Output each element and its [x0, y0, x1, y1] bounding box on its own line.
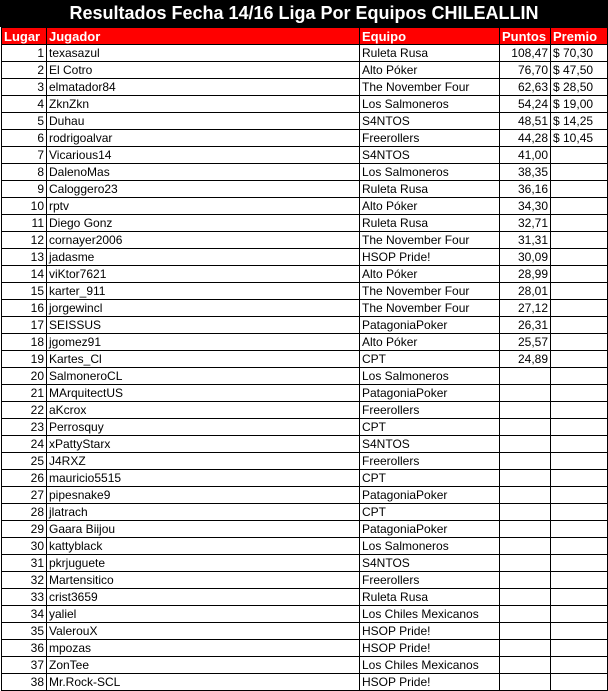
points-cell: [500, 521, 551, 538]
points-cell: 62,63: [500, 79, 551, 96]
points-cell: 31,31: [500, 232, 551, 249]
header-player: Jugador: [47, 28, 360, 45]
table-row: [2, 674, 608, 691]
table-row: [2, 470, 608, 487]
prize-cell: [551, 266, 608, 283]
prize-cell: [551, 249, 608, 266]
table-row: [2, 504, 608, 521]
table-row: [2, 283, 608, 300]
team-cell: Los Salmoneros: [360, 368, 500, 385]
prize-cell: [551, 351, 608, 368]
player-cell: Perrosquy: [47, 419, 360, 436]
prize-cell: [551, 368, 608, 385]
player-cell: elmatador84: [47, 79, 360, 96]
player-cell: mauricio5515: [47, 470, 360, 487]
points-cell: 36,16: [500, 181, 551, 198]
team-cell: CPT: [360, 351, 500, 368]
points-cell: [500, 385, 551, 402]
team-cell: S4NTOS: [360, 147, 500, 164]
points-cell: 48,51: [500, 113, 551, 130]
player-cell: Gaara Biijou: [47, 521, 360, 538]
table-row: [2, 164, 608, 181]
rank-cell: 20: [2, 368, 47, 385]
table-row: [2, 436, 608, 453]
table-row: [2, 147, 608, 164]
rank-cell: 11: [2, 215, 47, 232]
table-row: [2, 215, 608, 232]
table-row: [2, 487, 608, 504]
prize-cell: [551, 504, 608, 521]
prize-cell: [551, 521, 608, 538]
team-cell: Los Salmoneros: [360, 538, 500, 555]
rank-cell: 2: [2, 62, 47, 79]
prize-cell: [551, 300, 608, 317]
points-cell: 32,71: [500, 215, 551, 232]
player-cell: Kartes_Cl: [47, 351, 360, 368]
player-cell: MArquitectUS: [47, 385, 360, 402]
table-row: [2, 130, 608, 147]
points-cell: [500, 674, 551, 691]
prize-cell: [551, 538, 608, 555]
rank-cell: 9: [2, 181, 47, 198]
prize-cell: [551, 436, 608, 453]
points-cell: 54,24: [500, 96, 551, 113]
team-cell: PatagoniaPoker: [360, 317, 500, 334]
player-cell: Vicarious14: [47, 147, 360, 164]
team-cell: HSOP Pride!: [360, 640, 500, 657]
team-cell: PatagoniaPoker: [360, 487, 500, 504]
rank-cell: 24: [2, 436, 47, 453]
table-row: [2, 45, 608, 62]
table-row: [2, 62, 608, 79]
rank-cell: 15: [2, 283, 47, 300]
table-row: [2, 232, 608, 249]
points-cell: 28,01: [500, 283, 551, 300]
player-cell: SEISSUS: [47, 317, 360, 334]
team-cell: Ruleta Rusa: [360, 215, 500, 232]
rank-cell: 21: [2, 385, 47, 402]
rank-cell: 10: [2, 198, 47, 215]
rank-cell: 25: [2, 453, 47, 470]
table-row: [2, 589, 608, 606]
team-cell: Freerollers: [360, 402, 500, 419]
table-row: [2, 453, 608, 470]
prize-cell: [551, 555, 608, 572]
player-cell: Mr.Rock-SCL: [47, 674, 360, 691]
prize-cell: [551, 164, 608, 181]
player-cell: crist3659: [47, 589, 360, 606]
team-cell: Los Chiles Mexicanos: [360, 657, 500, 674]
team-cell: Freerollers: [360, 453, 500, 470]
points-cell: [500, 504, 551, 521]
rank-cell: 14: [2, 266, 47, 283]
table-row: [2, 334, 608, 351]
prize-cell: [551, 198, 608, 215]
team-cell: Ruleta Rusa: [360, 45, 500, 62]
player-cell: Martensitico: [47, 572, 360, 589]
rank-cell: 27: [2, 487, 47, 504]
page-title: Resultados Fecha 14/16 Liga Por Equipos CHILEALLIN: [0, 0, 608, 27]
player-cell: Diego Gonz: [47, 215, 360, 232]
team-cell: Freerollers: [360, 572, 500, 589]
prize-cell: [551, 283, 608, 300]
points-cell: 108,47: [500, 45, 551, 62]
rank-cell: 5: [2, 113, 47, 130]
player-cell: pipesnake9: [47, 487, 360, 504]
table-row: [2, 640, 608, 657]
points-cell: [500, 589, 551, 606]
player-cell: aKcrox: [47, 402, 360, 419]
points-cell: [500, 657, 551, 674]
header-prize: Premio: [551, 28, 608, 45]
rank-cell: 18: [2, 334, 47, 351]
points-cell: 27,12: [500, 300, 551, 317]
points-cell: 76,70: [500, 62, 551, 79]
points-cell: [500, 572, 551, 589]
table-row: [2, 572, 608, 589]
team-cell: S4NTOS: [360, 113, 500, 130]
rank-cell: 31: [2, 555, 47, 572]
player-cell: cornayer2006: [47, 232, 360, 249]
player-cell: jorgewincl: [47, 300, 360, 317]
table-row: [2, 555, 608, 572]
team-cell: Los Salmoneros: [360, 96, 500, 113]
prize-cell: [551, 487, 608, 504]
player-cell: El Cotro: [47, 62, 360, 79]
points-cell: [500, 436, 551, 453]
team-cell: CPT: [360, 470, 500, 487]
points-cell: 41,00: [500, 147, 551, 164]
team-cell: The November Four: [360, 283, 500, 300]
player-cell: karter_911: [47, 283, 360, 300]
player-cell: rptv: [47, 198, 360, 215]
team-cell: Alto Póker: [360, 266, 500, 283]
prize-cell: [551, 419, 608, 436]
team-cell: Ruleta Rusa: [360, 589, 500, 606]
table-row: [2, 538, 608, 555]
prize-cell: [551, 317, 608, 334]
table-row: [2, 521, 608, 538]
team-cell: The November Four: [360, 300, 500, 317]
player-cell: DalenoMas: [47, 164, 360, 181]
team-cell: Alto Póker: [360, 334, 500, 351]
rank-cell: 4: [2, 96, 47, 113]
prize-cell: $ 14,25: [551, 113, 608, 130]
points-cell: 30,09: [500, 249, 551, 266]
table-row: [2, 657, 608, 674]
points-cell: 25,57: [500, 334, 551, 351]
prize-cell: [551, 232, 608, 249]
team-cell: CPT: [360, 504, 500, 521]
team-cell: The November Four: [360, 79, 500, 96]
table-row: [2, 606, 608, 623]
team-cell: Freerollers: [360, 130, 500, 147]
prize-cell: [551, 470, 608, 487]
points-cell: 28,99: [500, 266, 551, 283]
rank-cell: 34: [2, 606, 47, 623]
points-cell: [500, 606, 551, 623]
team-cell: HSOP Pride!: [360, 623, 500, 640]
prize-cell: [551, 453, 608, 470]
prize-cell: [551, 147, 608, 164]
prize-cell: $ 19,00: [551, 96, 608, 113]
player-cell: viKtor7621: [47, 266, 360, 283]
team-cell: PatagoniaPoker: [360, 521, 500, 538]
team-cell: HSOP Pride!: [360, 674, 500, 691]
points-cell: 44,28: [500, 130, 551, 147]
team-cell: CPT: [360, 419, 500, 436]
header-row: [2, 28, 608, 45]
player-cell: ZknZkn: [47, 96, 360, 113]
rank-cell: 8: [2, 164, 47, 181]
points-cell: [500, 368, 551, 385]
team-cell: S4NTOS: [360, 555, 500, 572]
table-row: [2, 249, 608, 266]
rank-cell: 22: [2, 402, 47, 419]
prize-cell: [551, 181, 608, 198]
prize-cell: $ 10,45: [551, 130, 608, 147]
table-row: [2, 385, 608, 402]
player-cell: texasazul: [47, 45, 360, 62]
rank-cell: 17: [2, 317, 47, 334]
rank-cell: 28: [2, 504, 47, 521]
results-body: [2, 45, 608, 691]
table-row: [2, 368, 608, 385]
player-cell: mpozas: [47, 640, 360, 657]
prize-cell: $ 47,50: [551, 62, 608, 79]
rank-cell: 6: [2, 130, 47, 147]
player-cell: J4RXZ: [47, 453, 360, 470]
rank-cell: 16: [2, 300, 47, 317]
header-points: Puntos: [500, 28, 551, 45]
prize-cell: [551, 606, 608, 623]
prize-cell: [551, 572, 608, 589]
player-cell: jadasme: [47, 249, 360, 266]
rank-cell: 33: [2, 589, 47, 606]
points-cell: [500, 402, 551, 419]
points-cell: 24,89: [500, 351, 551, 368]
team-cell: Alto Póker: [360, 62, 500, 79]
rank-cell: 32: [2, 572, 47, 589]
table-row: [2, 113, 608, 130]
player-cell: ZonTee: [47, 657, 360, 674]
team-cell: Los Salmoneros: [360, 164, 500, 181]
table-row: [2, 317, 608, 334]
rank-cell: 37: [2, 657, 47, 674]
player-cell: xPattyStarx: [47, 436, 360, 453]
points-cell: [500, 623, 551, 640]
table-row: [2, 300, 608, 317]
rank-cell: 12: [2, 232, 47, 249]
team-cell: The November Four: [360, 232, 500, 249]
prize-cell: [551, 215, 608, 232]
player-cell: jgomez91: [47, 334, 360, 351]
table-row: [2, 623, 608, 640]
points-cell: [500, 487, 551, 504]
points-cell: 26,31: [500, 317, 551, 334]
rank-cell: 38: [2, 674, 47, 691]
points-cell: [500, 453, 551, 470]
rank-cell: 7: [2, 147, 47, 164]
rank-cell: 30: [2, 538, 47, 555]
rank-cell: 35: [2, 623, 47, 640]
player-cell: Duhau: [47, 113, 360, 130]
player-cell: SalmoneroCL: [47, 368, 360, 385]
player-cell: ValerouX: [47, 623, 360, 640]
team-cell: PatagoniaPoker: [360, 385, 500, 402]
prize-cell: [551, 640, 608, 657]
player-cell: yaliel: [47, 606, 360, 623]
table-row: [2, 198, 608, 215]
points-cell: [500, 419, 551, 436]
prize-cell: [551, 623, 608, 640]
table-row: [2, 351, 608, 368]
points-cell: 34,30: [500, 198, 551, 215]
player-cell: Caloggero23: [47, 181, 360, 198]
rank-cell: 13: [2, 249, 47, 266]
results-table: [1, 27, 608, 691]
points-cell: [500, 640, 551, 657]
prize-cell: [551, 589, 608, 606]
player-cell: pkrjuguete: [47, 555, 360, 572]
player-cell: kattyblack: [47, 538, 360, 555]
prize-cell: $ 28,50: [551, 79, 608, 96]
points-cell: 38,35: [500, 164, 551, 181]
rank-cell: 19: [2, 351, 47, 368]
prize-cell: [551, 385, 608, 402]
table-row: [2, 96, 608, 113]
header-rank: Lugar: [2, 28, 47, 45]
table-row: [2, 181, 608, 198]
team-cell: Ruleta Rusa: [360, 181, 500, 198]
rank-cell: 23: [2, 419, 47, 436]
player-cell: jlatrach: [47, 504, 360, 521]
team-cell: Los Chiles Mexicanos: [360, 606, 500, 623]
prize-cell: [551, 674, 608, 691]
table-row: [2, 266, 608, 283]
prize-cell: [551, 402, 608, 419]
prize-cell: $ 70,30: [551, 45, 608, 62]
team-cell: Alto Póker: [360, 198, 500, 215]
table-row: [2, 79, 608, 96]
team-cell: HSOP Pride!: [360, 249, 500, 266]
player-cell: rodrigoalvar: [47, 130, 360, 147]
rank-cell: 36: [2, 640, 47, 657]
team-cell: S4NTOS: [360, 436, 500, 453]
rank-cell: 26: [2, 470, 47, 487]
prize-cell: [551, 334, 608, 351]
points-cell: [500, 538, 551, 555]
table-row: [2, 402, 608, 419]
rank-cell: 3: [2, 79, 47, 96]
table-row: [2, 419, 608, 436]
points-cell: [500, 555, 551, 572]
prize-cell: [551, 657, 608, 674]
points-cell: [500, 470, 551, 487]
header-team: Equipo: [360, 28, 500, 45]
rank-cell: 1: [2, 45, 47, 62]
rank-cell: 29: [2, 521, 47, 538]
